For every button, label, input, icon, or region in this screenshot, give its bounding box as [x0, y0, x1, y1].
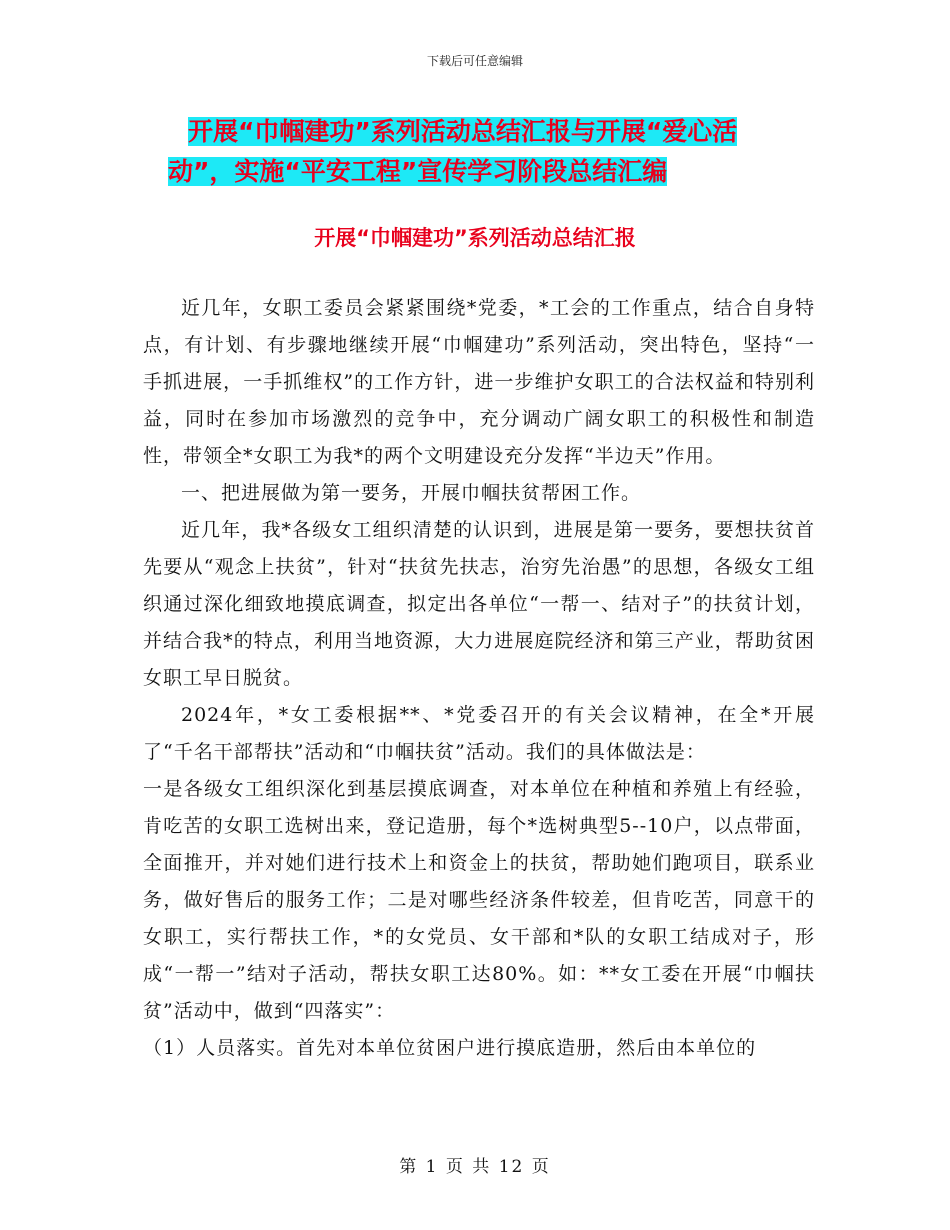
section-title: 开展“巾帼建功”系列活动总结汇报	[314, 226, 636, 250]
document-title	[168, 112, 808, 192]
page-footer: 第 1 页 共 12 页	[399, 1157, 551, 1177]
paragraph: 一、把进展做为第一要务，开展巾帼扶贫帮困工作。	[181, 482, 642, 504]
body-text	[143, 290, 815, 1067]
title-line-2: 动”，实施“平安工程”宣传学习阶段总结汇编	[168, 157, 668, 186]
header-note: 下载后可任意编辑	[426, 54, 523, 68]
title-line-1: 开展“巾帼建功”系列活动总结汇报与开展“爱心活	[188, 117, 738, 146]
paragraph: 一是各级女工组织深化到基层摸底调查，对本单位在种植和养殖上有经验，肯吃苦的女职工选树出来，登记造册，每个*选树典型5--10户，以点带面，全面推开，并对她们进行技术上和资金上的扶贫，帮助她们跑项目，联系业务，做好售后的服务工作；二是对哪些经济条件较差，但肯吃苦，同意干的女职工，实行帮扶工作，*的女党员、女干部和*队的女职工结成对子，形成“一帮一”结对子活动，帮扶女职工达80%。如：**女工委在开展“巾帼扶贫”活动中，做到“四落实”：	[143, 778, 815, 1022]
paragraph: 近几年，女职工委员会紧紧围绕*党委，*工会的工作重点，结合自身特点，有计划、有步骤地继续开展“巾帼建功”系列活动，突出特色，坚持“一手抓进展，一手抓维权”的工作方针，进一步维护女职工的合法权益和特别利益，同时在参加市场激烈的竞争中，充分调动广阔女职工的积极性和制造性，带领全*女职工为我*的两个文明建设充分发挥“半边天”作用。	[143, 297, 815, 467]
paragraph: 近几年，我*各级女工组织清楚的认识到，进展是第一要务，要想扶贫首先要从“观念上扶贫”，针对“扶贫先扶志，治穷先治愚”的思想，各级女工组织通过深化细致地摸底调查，拟定出各单位“一帮一、结对子”的扶贫计划，并结合我*的特点，利用当地资源，大力进展庭院经济和第三产业，帮助贫困女职工早日脱贫。	[143, 519, 815, 689]
paragraph: （1）人员落实。首先对本单位贫困户进行摸底造册，然后由本单位的	[143, 1037, 757, 1059]
paragraph: 2024年，*女工委根据**、*党委召开的有关会议精神，在全*开展了“千名干部帮扶”活动和“巾帼扶贫”活动。我们的具体做法是：	[143, 704, 815, 763]
